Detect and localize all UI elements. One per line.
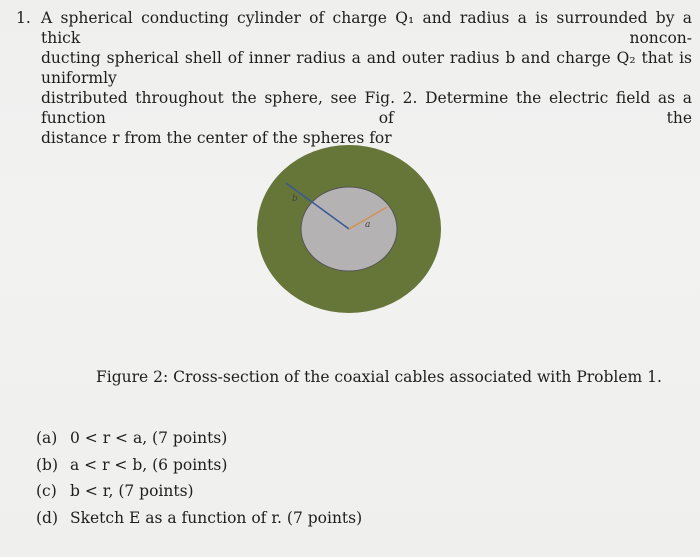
problem-text bbox=[41, 8, 692, 148]
part-label: (c) bbox=[36, 482, 57, 500]
part-item bbox=[36, 505, 362, 532]
problem-line-4: distance r from the center of the spheres for bbox=[41, 129, 392, 147]
problem-line-3: distributed throughout the sphere, see Fig. 2. Determine the electric field as a function of the bbox=[41, 89, 692, 127]
parts-list bbox=[36, 425, 362, 531]
part-item bbox=[36, 452, 362, 479]
part-label: (d) bbox=[36, 508, 59, 527]
outer-radius-label: b bbox=[292, 194, 298, 204]
problem-line-1: A spherical conducting cylinder of charge Q₁ and radius a is surrounded by a thick noncon- bbox=[41, 9, 692, 47]
cross-section-diagram bbox=[255, 145, 445, 315]
problem-number: 1. bbox=[16, 9, 31, 27]
part-text: b < r, (7 points) bbox=[70, 482, 194, 500]
cross-section-figure bbox=[255, 145, 445, 315]
inner-radius-label: a bbox=[365, 220, 371, 230]
problem-statement bbox=[16, 8, 692, 148]
part-item bbox=[36, 425, 362, 452]
part-item bbox=[36, 478, 362, 505]
part-label: (a) bbox=[36, 429, 58, 447]
part-label: (b) bbox=[36, 455, 59, 474]
problem-line-2: ducting spherical shell of inner radius a and outer radius b and charge Q₂ that is uniformly bbox=[41, 49, 692, 87]
part-text: Sketch E as a function of r. (7 points) bbox=[70, 508, 363, 527]
figure-caption: Figure 2: Cross-section of the coaxial cables associated with Problem 1. bbox=[96, 368, 662, 386]
part-text: 0 < r < a, (7 points) bbox=[70, 429, 228, 447]
part-text: a < r < b, (6 points) bbox=[70, 455, 228, 474]
